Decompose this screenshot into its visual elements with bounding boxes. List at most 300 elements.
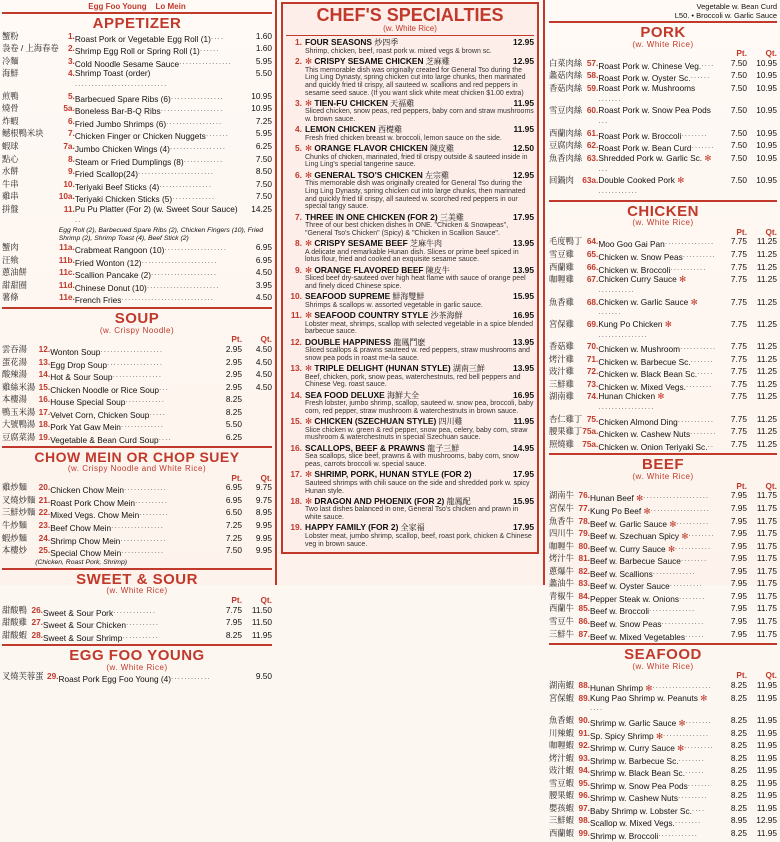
leader-dots: ...........	[122, 630, 159, 640]
item-chinese: 西蘭蝦	[549, 828, 574, 839]
chef-item-price: 15.95	[513, 495, 534, 506]
menu-row	[549, 554, 777, 567]
spicy-pepper-icon: ✻	[674, 175, 685, 186]
price-header-row	[549, 671, 777, 681]
item-chinese: 魚香牛	[549, 515, 574, 526]
menu-row	[549, 779, 777, 792]
soup-subtitle: (w. Crispy Noodle)	[99, 325, 175, 335]
chef-item-description: Sea scallops, slice beef, prawns & with mushrooms, baby corn, snow peas, carrots broccoli w. special sauce.	[305, 453, 519, 468]
item-number: 19.	[38, 431, 51, 442]
item-name	[75, 243, 242, 256]
item-price-qt: 11.95	[756, 802, 777, 813]
leader-dots: .......	[687, 778, 711, 788]
item-chinese: 海鮮	[2, 68, 19, 79]
chef-item-name: SCALLOPS, BEEF & PRAWNS	[305, 442, 426, 453]
chef-item-chinese: 左宗雞	[422, 170, 449, 180]
item-name-label: Beef w. Snow Peas	[590, 618, 662, 629]
chef-item-number: 7.	[295, 211, 302, 222]
item-name	[590, 529, 717, 542]
item-price-qt: 11.25	[756, 413, 777, 424]
chef-item-body	[305, 523, 534, 550]
item-price-qt: 11.25	[756, 438, 777, 449]
item-name-label: Boneless Bar-B-Q Ribs	[74, 106, 161, 117]
item-name	[590, 716, 717, 729]
item-chinese: 西蘭肉絲	[549, 127, 583, 138]
item-name	[590, 579, 717, 592]
item-chinese: 宮保雞	[549, 318, 574, 329]
item-name	[75, 117, 242, 130]
chef-item-body	[305, 144, 534, 171]
item-price-pt: 7.95	[225, 617, 242, 628]
item-price-qt: 11.25	[756, 236, 777, 247]
chef-item-number: 18.	[290, 495, 302, 506]
item-name	[590, 779, 717, 792]
leader-dots: ......	[199, 44, 220, 54]
menu-row	[549, 816, 777, 829]
item-number: 80.	[578, 540, 590, 551]
item-number: 1.	[67, 30, 75, 41]
item-chinese: 袅卷 / 上海春卷	[2, 43, 59, 54]
item-name	[43, 606, 212, 619]
item-name-label: Shrimp w. Garlic Sauce	[590, 717, 677, 728]
item-name-label: Kung Po Beef	[590, 505, 642, 516]
spicy-pepper-icon: ✻	[679, 530, 689, 541]
appetizer-table	[2, 32, 272, 306]
item-name	[590, 604, 717, 617]
leader-dots: ................	[159, 179, 213, 189]
leader-dots: ............	[171, 672, 211, 682]
item-number: 91.	[578, 727, 590, 738]
chef-item-name: HAPPY FAMILY (FOR 2)	[305, 522, 399, 533]
item-name	[598, 355, 717, 368]
item-chinese: 雞炒麵	[2, 482, 27, 493]
leader-dots: ....................	[150, 268, 218, 278]
item-price-qt: 11.95	[756, 828, 777, 839]
item-name	[43, 631, 212, 644]
item-name	[59, 672, 243, 685]
item-price-pt: 8.25	[730, 740, 747, 751]
menu-row	[549, 694, 777, 716]
leader-dots: ...........	[674, 541, 712, 551]
leader-dots: .................	[166, 116, 223, 126]
item-number: 75a.	[582, 438, 599, 449]
chef-row	[286, 239, 534, 266]
spicy-pepper-icon: ✻	[305, 169, 315, 180]
item-price-qt: 11.75	[756, 616, 777, 627]
item-name-label: Shrimp Chow Mein	[50, 535, 121, 546]
leader-dots: .......	[598, 93, 622, 103]
section-appetizer-header	[2, 16, 272, 32]
item-chinese: 煎鴨	[2, 90, 19, 101]
leader-dots: ...........	[677, 414, 715, 424]
item-number: 11b.	[58, 254, 75, 265]
item-name-label: Chicken Finger or Chicken Nuggets	[74, 131, 206, 142]
leader-dots: .............	[113, 605, 157, 615]
item-price-pt: 7.75	[225, 604, 242, 615]
item-price-qt: 11.95	[756, 777, 777, 788]
item-price-qt: 11.25	[756, 426, 777, 437]
chef-item-name: ORANGE FLAVOR CHICKEN	[314, 143, 428, 154]
chef-item-description: Sliced chicken, snow peas, red peppers, baby corn and straw mushrooms w. brown sauce.	[305, 108, 534, 124]
leader-dots: ....	[691, 803, 706, 813]
menu-row	[549, 392, 777, 414]
item-price-pt: 7.50	[730, 175, 747, 186]
item-chinese: 點心	[2, 153, 19, 164]
section-pork-header	[549, 25, 777, 49]
chef-item-chinese: 炒四季	[372, 38, 399, 47]
chef-item-number: 9.	[295, 264, 302, 275]
divider	[2, 307, 272, 309]
divider	[549, 200, 777, 202]
item-name-label: Shrimp w. Snow Pea Pods	[590, 780, 688, 791]
leader-dots: ..................	[652, 681, 712, 691]
leader-dots: ............	[125, 395, 166, 405]
item-price-qt: 11.25	[756, 318, 777, 329]
spicy-pepper-icon: ✻	[653, 730, 663, 741]
item-name-label: Beef w. Mixed Vegetables	[590, 631, 686, 642]
chicken-subtitle: (w. White Rice)	[632, 218, 694, 228]
soup-table	[2, 335, 272, 445]
item-price-pt: 7.95	[730, 628, 747, 639]
chef-item-description: Shrimp, chicken, beef, roast pork w. mixed vegs & brown sc.	[305, 47, 492, 55]
leader-dots: ............	[598, 185, 639, 195]
item-name-label: Chicken w. Mixed Vegs.	[598, 381, 686, 392]
item-name-label: Crabmeat Rangoon (10)	[74, 245, 165, 255]
divider	[549, 643, 777, 645]
item-note: Egg Roll (2), Barbecued Spare Ribs (2), Chicken Fingers (10), Fried Shrimp (2), Shrimp Toast (4), Beef Stick (2)	[58, 227, 264, 243]
item-price-pt: 7.75	[730, 366, 747, 377]
price-header-row	[2, 596, 272, 606]
item-price-qt: 11.25	[756, 366, 777, 377]
chef-item-price: 13.95	[513, 238, 534, 249]
item-name	[50, 408, 212, 421]
item-name-label: Chicken Almond Ding	[598, 416, 678, 427]
menu-row	[2, 606, 272, 619]
item-price-qt: 12.95	[756, 815, 777, 826]
leader-dots: ...................	[100, 344, 164, 354]
item-number: 23.	[38, 520, 51, 530]
item-chinese: 本樓湯	[2, 394, 27, 405]
item-chinese: 香菇肉絲	[549, 83, 583, 94]
item-price-qt	[242, 408, 272, 421]
item-chinese: 鳡根鴨米块	[2, 128, 44, 139]
item-price-qt: 10.95	[756, 105, 777, 116]
menu-row	[2, 433, 272, 446]
chef-item-price: 13.95	[513, 264, 534, 275]
chef-item-name: GENERAL TSO'S CHICKEN	[314, 169, 423, 180]
item-number: 61.	[586, 127, 599, 138]
item-price: 1.60	[255, 30, 272, 41]
item-price-pt: 7.75	[730, 391, 747, 402]
menu-row	[2, 129, 272, 142]
item-name	[50, 420, 212, 433]
item-price-qt: 11.75	[756, 628, 777, 639]
leader-dots: ................	[179, 56, 232, 66]
leader-dots: ........	[685, 715, 712, 725]
item-number: 73.	[586, 378, 599, 389]
item-number: 75a.	[582, 426, 599, 437]
menu-row	[549, 579, 777, 592]
item-chinese: 甜甜圈	[2, 279, 27, 290]
item-price-qt: 9.95	[255, 532, 272, 543]
price-header-pt: Pt.	[231, 334, 242, 345]
chef-item-body	[305, 338, 534, 365]
item-price-pt: 7.75	[730, 261, 747, 272]
item-number: 7.	[67, 128, 75, 139]
chef-item-number: 2.	[295, 55, 302, 66]
item-price-pt: 7.50	[730, 83, 747, 94]
menu-row	[2, 205, 272, 227]
item-number: 88.	[578, 680, 590, 691]
sweetsour-subtitle: (w. White Rice)	[106, 586, 168, 596]
item-name	[598, 342, 717, 355]
leader-dots: ..........	[669, 579, 703, 589]
item-name	[43, 618, 212, 631]
leader-dots: ..........	[676, 516, 710, 526]
price-header-qt: Qt.	[260, 472, 272, 483]
beef-subtitle: (w. White Rice)	[632, 472, 694, 482]
chef-item-price: 12.95	[513, 169, 534, 180]
item-name-label: Chicken Chow Mein	[50, 485, 124, 496]
chef-item-chinese: 鮮海雙鮮	[390, 292, 425, 302]
item-number: 11e.	[59, 292, 75, 303]
item-price-qt: 11.50	[251, 604, 272, 615]
item-name	[75, 205, 242, 227]
leader-dots: .............	[121, 546, 165, 556]
item-name	[50, 345, 212, 358]
chef-item-number: 16.	[290, 442, 302, 453]
item-number: 5a.	[63, 103, 75, 114]
chef-item-price: 12.95	[513, 37, 534, 47]
item-price-pt: 7.95	[730, 515, 747, 526]
item-chinese: 西蘭牛	[549, 603, 574, 614]
item-name-label: Chinese Donut (10)	[74, 282, 147, 293]
item-price-pt: 7.50	[730, 140, 747, 151]
chef-item-description: Two last dishes balanced in one, General Tso's chicken and prawn in white sauce.	[305, 506, 519, 522]
item-number: 93.	[578, 752, 590, 763]
leader-dots: ..............	[662, 728, 710, 738]
leader-dots: ............	[183, 154, 224, 164]
sweetsour-table	[2, 596, 272, 643]
item-name-label: Chicken w. Mushroom	[598, 343, 680, 354]
item-chinese	[2, 227, 59, 243]
chef-item-description: Shrimps & scallops w. assorted vegetable in garlic sauce.	[305, 301, 483, 309]
item-name-label: Roast Pork Chow Mein	[50, 497, 136, 508]
item-chinese: 冷麵	[2, 55, 19, 66]
item-price: 6.25	[255, 141, 272, 152]
item-chinese: 三鮮雞	[549, 378, 574, 389]
item-name-label: Beef w. Szechuan Spicy	[590, 530, 680, 541]
item-price-qt: 11.95	[756, 765, 777, 776]
item-name-label: Roast Pork w. Snow Pea Pods	[598, 105, 711, 116]
item-chinese: 烤汁雞	[549, 353, 574, 364]
item-name-label: Roast Pork w. Bean Curd	[598, 143, 692, 154]
chef-item-name: TIEN-FU CHICKEN	[314, 97, 388, 108]
divider	[286, 35, 534, 36]
section-beef-header	[549, 457, 777, 481]
item-price-qt: 10.95	[756, 83, 777, 94]
item-price-pt: 2.95	[225, 356, 242, 367]
item-name	[75, 32, 242, 45]
item-price-pt: 7.75	[730, 274, 747, 285]
item-name-label: Beef w. Garlic Sauce	[590, 518, 668, 529]
item-price-pt: 8.25	[225, 406, 242, 417]
item-name-label: Shrimp Toast	[74, 68, 124, 79]
item-number: 63.	[586, 152, 599, 163]
item-name-label: Barbecued Spare Ribs (6)	[74, 93, 171, 104]
divider	[2, 568, 272, 570]
item-name-label: Sp. Spicy Shrimp	[590, 730, 654, 741]
item-name-label: French Fries	[74, 295, 122, 306]
item-number: 62.	[586, 140, 599, 151]
item-price: 10.95	[251, 90, 272, 101]
item-price-qt: 8.95	[255, 507, 272, 518]
chef-item-chinese: 湖南三鮮	[450, 364, 485, 374]
item-name-label: House Special Soup	[50, 396, 126, 407]
item-name	[590, 517, 717, 530]
leader-dots: ....	[210, 31, 225, 41]
chef-item-number: 8.	[295, 238, 302, 249]
chef-item-name: CRISPY SESAME BEEF	[314, 238, 408, 249]
item-name-label: Chicken Noodle or Rice Soup	[50, 384, 160, 395]
item-number: 6.	[67, 115, 75, 126]
chef-item-name: CRISPY SESAME CHICKEN	[314, 55, 424, 66]
item-price-qt: 11.95	[756, 752, 777, 763]
chef-item-body	[305, 311, 534, 338]
item-name	[50, 521, 212, 534]
leader-dots: .......	[691, 141, 715, 151]
chef-item-description: Slice chicken w. green & red pepper, snow pea, celery, baby corn, straw mushroom & waterchestnuts in special Szechuan sauce.	[305, 426, 528, 442]
item-number: 82.	[578, 565, 590, 576]
item-price-qt: 11.95	[756, 680, 777, 691]
leader-dots: .......................	[141, 255, 218, 265]
item-number: 92.	[578, 740, 590, 751]
item-chinese: 回鍋肉	[549, 175, 574, 186]
section-seafood-header	[549, 647, 777, 671]
leader-dots: ......	[690, 71, 711, 81]
item-name	[598, 129, 717, 142]
item-number: 74.	[586, 391, 599, 402]
item-price-qt: 9.75	[255, 482, 272, 493]
chicken-title: CHICKEN	[627, 202, 699, 220]
chef-item-price: 11.95	[513, 124, 534, 135]
item-price-qt: 11.95	[251, 629, 272, 640]
menu-row	[2, 293, 272, 306]
item-name-label: Kung Pao Shrimp w. Peanuts	[590, 692, 698, 703]
item-name	[75, 142, 242, 155]
chef-row	[286, 144, 534, 171]
item-chinese: 雲吞湯	[2, 343, 27, 354]
item-name	[598, 440, 717, 453]
item-chinese: 杏仁雞丁	[549, 413, 583, 424]
chef-row	[286, 470, 534, 497]
leader-dots: ...........	[679, 342, 717, 352]
chef-item-description: This memorable dish was originally created for General Tso during the Ling Ling Dynasty, spring chicken cut into large chunks, then marinated and quickly fried til crispy, all sauteed w. scorched red peppers in our special tangy sauce.	[305, 180, 526, 211]
chef-item-chinese: 芝麻雞	[423, 56, 450, 66]
item-price: 1.60	[255, 43, 272, 54]
chef-item-name: DRAGON AND PHOENIX (FOR 2)	[314, 495, 445, 506]
menu-row	[2, 180, 272, 193]
item-price: 8.50	[255, 166, 272, 177]
chef-row	[286, 497, 534, 524]
spicy-pepper-icon: ✻	[305, 495, 315, 506]
item-price-pt: 7.50	[730, 57, 747, 68]
chef-row	[286, 38, 534, 57]
item-name	[598, 367, 717, 380]
item-name-label: Egg Drop Soup	[50, 359, 107, 370]
item-price-pt: 2.95	[225, 343, 242, 354]
item-price-qt: 11.95	[756, 727, 777, 738]
item-chinese: 蔥爆牛	[549, 565, 574, 576]
item-price-qt: 11.50	[251, 617, 272, 628]
beef-table	[549, 482, 777, 643]
item-number: 15.	[38, 381, 51, 392]
item-name-label: Hunan Shrimp	[590, 682, 644, 693]
item-name	[75, 293, 242, 306]
item-price-qt: 9.75	[255, 494, 272, 505]
item-name	[75, 92, 242, 105]
item-chinese: 牛串	[2, 178, 19, 189]
item-name	[590, 804, 717, 817]
menu-row	[549, 106, 777, 128]
item-chinese: 魚香蝦	[549, 714, 574, 725]
spicy-pepper-icon: ✻	[305, 363, 315, 374]
right-column	[545, 0, 780, 841]
item-chinese: 蝦炒麵	[2, 532, 27, 543]
chef-item-chinese: 沙茶海鮮	[428, 311, 463, 320]
item-number: 94.	[578, 765, 590, 776]
item-price-qt: 11.75	[756, 540, 777, 551]
chef-row	[286, 444, 534, 471]
item-number: 90.	[578, 714, 590, 725]
chef-item-name: SHRIMP, PORK, HUNAN STYLE (FOR 2)	[314, 469, 472, 480]
item-number: 25.	[38, 545, 51, 556]
item-name	[50, 546, 212, 559]
leader-dots: ....	[158, 432, 172, 442]
item-price: 3.95	[255, 279, 272, 290]
item-price-pt: 8.25	[730, 802, 747, 813]
chef-subtitle: (w. White Rice)	[383, 24, 437, 33]
item-name-label: (Chicken, Roast Pork, Shrimp)	[35, 558, 127, 566]
chef-item-price: 12.95	[513, 55, 534, 66]
chef-item-body	[305, 38, 534, 57]
item-price-pt: 7.75	[730, 413, 747, 424]
item-chinese: 宮保蝦	[549, 692, 574, 703]
item-price-pt: 7.50	[225, 545, 242, 556]
item-chinese: 水餅	[2, 166, 19, 177]
leader-dots: .........	[139, 508, 169, 518]
item-price-pt: 7.95	[730, 578, 747, 589]
item-price-qt: 11.95	[756, 692, 777, 703]
menu-row	[2, 44, 272, 57]
price-header-qt: Qt.	[765, 480, 777, 491]
item-name-label: Shrimp w. Black Bean Sc.	[590, 768, 685, 778]
item-number: 95.	[578, 777, 590, 788]
item-price-qt: 10.95	[756, 152, 777, 163]
chef-item-description: Fresh fried chicken breast w. broccoli, lemon sauce on the side.	[305, 134, 502, 142]
chef-specialties-box	[281, 2, 539, 554]
item-number: 2.	[67, 43, 75, 54]
item-price-qt	[242, 433, 272, 446]
item-name-label: Shrimp w. Broccoli	[590, 830, 659, 841]
menu-row	[2, 281, 272, 294]
item-name-label: Cold Noodle Sesame Sauce	[74, 58, 180, 69]
item-chinese: 蟹粉	[2, 30, 19, 41]
item-number: 29.	[46, 671, 59, 682]
divider	[2, 446, 272, 448]
item-price-qt: 4.50	[255, 381, 272, 392]
leader-dots: ................	[111, 521, 164, 530]
